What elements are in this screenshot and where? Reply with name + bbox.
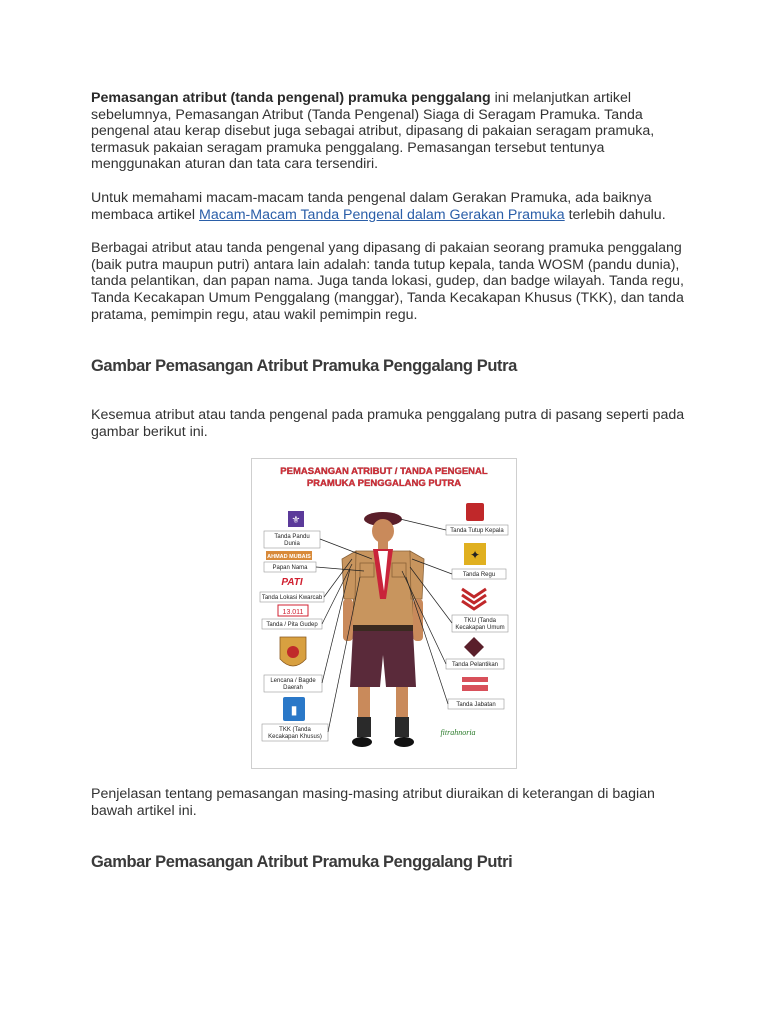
label-pandu-line2: Dunia <box>284 541 300 547</box>
svg-text:▮: ▮ <box>290 703 298 717</box>
label-lokasi-kwarcab: Tanda Lokasi Kwarcab <box>261 595 323 601</box>
intro-bold: Pemasangan atribut (tanda pengenal) pramuka penggalang <box>91 90 491 106</box>
intro-paragraph <box>91 90 691 173</box>
figure-intro-paragraph: Kesemua atribut atau tanda pengenal pada pramuka penggalang putra di pasang seperti pada gambar berikut ini. <box>91 407 685 440</box>
label-tanda-regu: Tanda Regu <box>462 572 496 578</box>
scout-figure <box>342 512 424 747</box>
uniform-illustration <box>252 459 516 768</box>
tku-chevron-icon <box>462 589 486 609</box>
label-tkk-line1: TKK (Tanda <box>279 727 311 733</box>
label-tutup-kepala: Tanda Tutup Kepala <box>450 528 504 534</box>
article-link[interactable]: Macam-Macam Tanda Pengenal dalam Gerakan Pramuka <box>199 206 565 223</box>
label-tkk-line2: Kecakapan Khusus) <box>268 734 322 740</box>
label-pandu-line1: Tanda Pandu <box>274 534 310 540</box>
right-attributes <box>440 503 508 737</box>
article-body <box>91 90 691 323</box>
figure-title-line2: PRAMUKA PENGGALANG PUTRA <box>306 478 462 489</box>
gudep-number: 13.011 <box>282 609 304 616</box>
reference-text-after: terlebih dahulu. <box>564 206 666 223</box>
label-tku-line1: TKU (Tanda <box>463 618 497 624</box>
attributes-paragraph: Berbagai atribut atau tanda pengenal yang dipasang di pakaian seorang pramuka penggalang (baik putra maupun putri) antara lain adalah: tanda tutup kepala, tanda WOSM (pandu dunia), tanda pelantikan, dan papan nama. Juga tanda lokasi, gudep, dan badge wilayah. Tanda regu, Tanda Kecakapan Umum Penggalang (manggar), Tanda Kecakapan Khusus (TKK), dan tanda pratama, pemimpin regu, atau wakil pemimpin regu. <box>91 240 684 323</box>
svg-text:✦: ✦ <box>469 548 481 562</box>
explanation-paragraph: Penjelasan tentang pemasangan masing-masing atribut diuraikan di keterangan di bagian bawah artikel ini. <box>91 786 655 819</box>
figure-watermark: fitrahnoria <box>440 728 476 737</box>
reference-text-before: Untuk memahami macam-macam tanda pengenal dalam Gerakan Pramuka, ada baiknya membaca artikel <box>91 189 652 223</box>
head-cover-badge-icon <box>466 503 484 521</box>
svg-text:⚜: ⚜ <box>291 515 301 526</box>
label-pita-gudep: Tanda / Pita Gudep <box>266 622 318 628</box>
name-tag-text: AHMAD MUBAIS <box>267 554 311 560</box>
uniform-figure <box>251 458 517 769</box>
label-papan-nama: Papan Nama <box>272 565 308 571</box>
intro-text: ini melanjutkan artikel sebelumnya, Pemasangan Atribut (Tanda Pengenal) Siaga di Seragam Pramuka. Tanda pengenal atau kerap disebut juga sebagai atribut, dipasang di pakaian seragam pramuka, termasuk pakaian seragam pramuka penggalang. Pemasangan tersebut tentunya menggunakan aturan dan tata cara tersendiri. <box>91 90 655 173</box>
reference-paragraph <box>91 190 691 223</box>
label-lencana-line1: Lencana / Bagde <box>270 678 316 684</box>
label-lencana-line2: Daerah <box>283 685 303 691</box>
installation-badge-icon <box>464 637 484 657</box>
pati-location-badge: PATI <box>281 577 303 588</box>
label-jabatan: Tanda Jabatan <box>456 702 496 708</box>
label-pelantikan: Tanda Pelantikan <box>451 662 499 668</box>
heading-putra: Gambar Pemasangan Atribut Pramuka Penggalang Putra <box>91 357 517 375</box>
label-tku-line2: Kecakapan Umum <box>455 625 505 631</box>
figure-title-line1: PEMASANGAN ATRIBUT / TANDA PENGENAL <box>280 466 488 477</box>
left-attributes <box>260 511 328 741</box>
heading-putri: Gambar Pemasangan Atribut Pramuka Penggalang Putri <box>91 853 513 871</box>
